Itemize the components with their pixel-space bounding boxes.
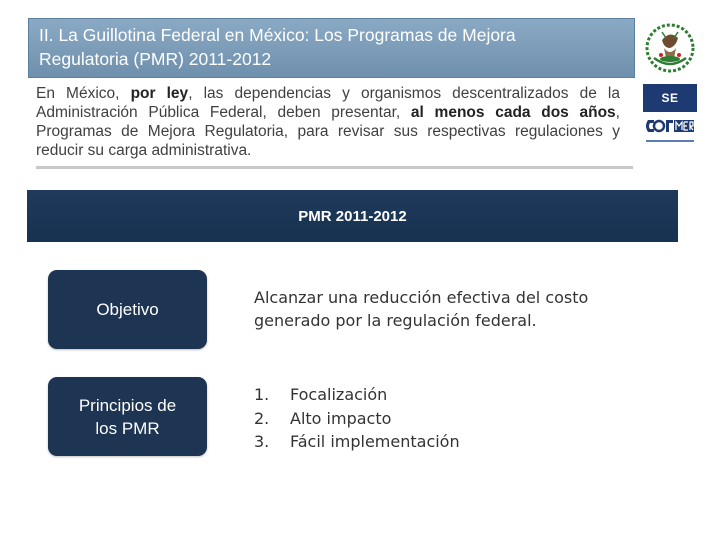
intro-bold-frecuencia: al menos cada dos años <box>410 104 616 121</box>
principios-label-line-1: Principios de <box>78 395 177 415</box>
list-item: 3. Fácil implementación <box>254 432 460 451</box>
cofemer-logo <box>640 114 700 146</box>
list-item: 2. Alto impacto <box>254 408 392 428</box>
section-header-title: PMR 2011-2012 <box>298 207 407 225</box>
principios-label-line-2: los PMR <box>95 418 160 438</box>
intro-paragraph: En México, por ley, las dependencias y organismos descentralizados de la Administración Pública Federal, deben presentar, al menos cada dos años, Programas de Mejora Regulatoria, para revisar sus respectivas regulaciones y reducir su carga administrativa. <box>36 85 620 159</box>
objetivo-label: Objetivo <box>96 300 159 319</box>
list-item: 1. Focalización <box>254 385 388 404</box>
se-logo: SE <box>643 84 697 112</box>
slide-title-line-1: II. La Guillotina Federal en México: Los Programas de Mejora <box>39 25 516 45</box>
divider <box>36 166 633 169</box>
logo-column <box>640 18 700 146</box>
slide-title-line-2: Regulatoria (PMR) 2011-2012 <box>39 49 272 69</box>
objetivo-text: Alcanzar una reducción efectiva del costo generado por la regulación federal. <box>254 288 589 330</box>
mexico-coat-of-arms-icon <box>640 18 700 78</box>
intro-bold-por-ley: por ley <box>130 85 189 102</box>
principios-box <box>48 377 207 456</box>
slide-title <box>28 18 635 78</box>
section-header-band <box>27 190 678 242</box>
principios-list <box>254 383 460 454</box>
objetivo-box <box>48 270 207 349</box>
